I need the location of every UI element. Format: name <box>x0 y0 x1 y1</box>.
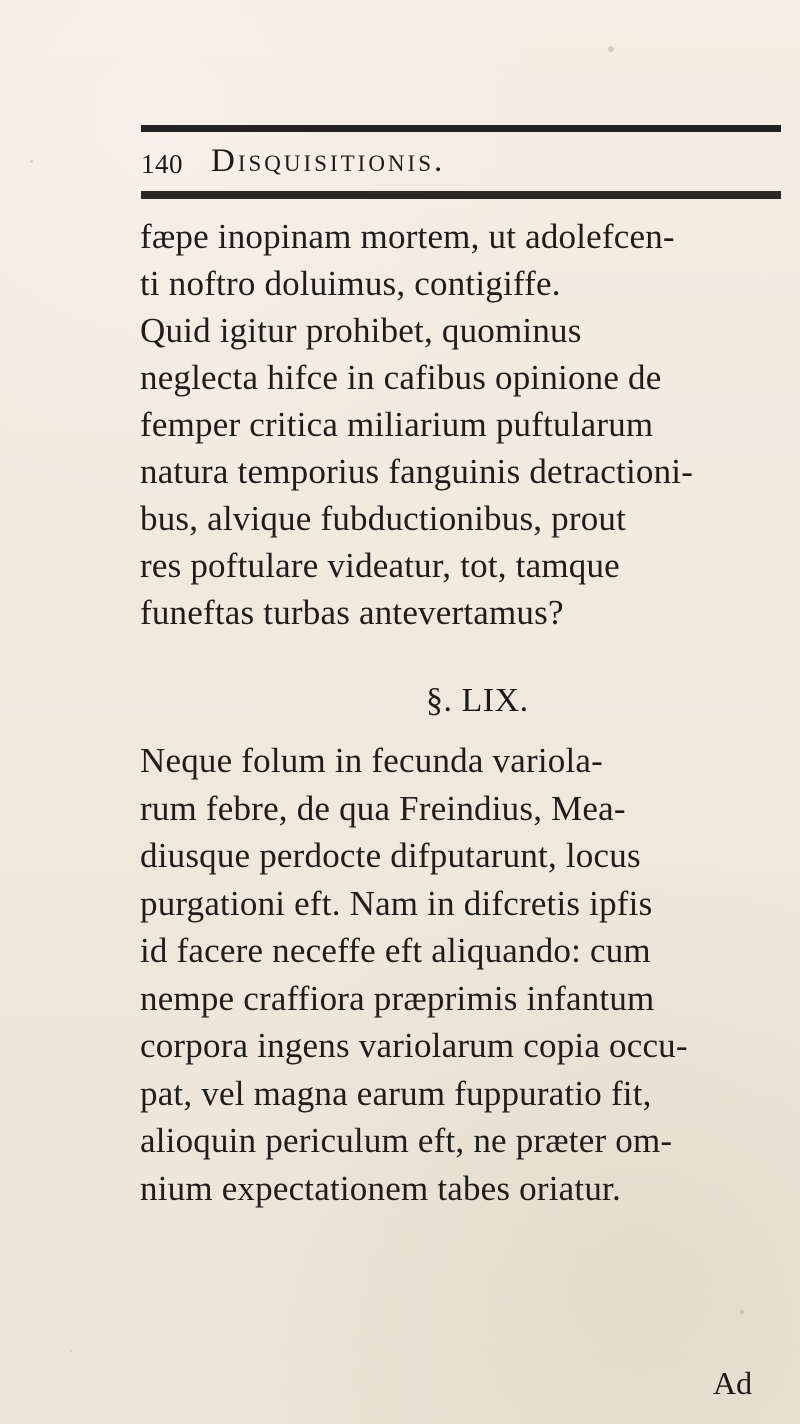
body-paragraph-2: Neque folum in fecunda variola- rum febre, de qua Freindius, Mea- diusque perdocte difputarunt, locus purgationi eft. Nam in difcretis ipfis id facere neceffe eft aliquando: cum nempe craffiora præprimis infantum corpora ingens variolarum copia occu- pat, vel magna earum fuppuratio fit, alioquin periculum eft, ne præter om- nium expectationem tabes oriatur. <box>140 741 688 1208</box>
top-rule <box>141 125 781 132</box>
catchword: Ad <box>713 1365 753 1401</box>
header-rule <box>141 191 781 199</box>
paper-speck <box>30 160 33 163</box>
page-header <box>141 145 661 191</box>
body-paragraph-1: fæpe inopinam mortem, ut adolefcen- ti noftro doluimus, contigiffe. Quid igitur prohibet, quominus neglecta hifce in cafibus opinione de femper critica miliarium puftularum natura temporius fanguinis detractioni- bus, alvique fubductionibus, prout res poftulare videatur, tot, tamque funeftas turbas antevertamus? <box>140 217 694 632</box>
paper-speck <box>70 1350 72 1352</box>
paper-speck <box>740 1310 744 1314</box>
page-number: 140 <box>141 149 183 179</box>
section-heading: §. LIX. <box>426 682 529 719</box>
paper-speck <box>608 46 614 52</box>
running-head: Disquisitionis. <box>211 143 446 179</box>
